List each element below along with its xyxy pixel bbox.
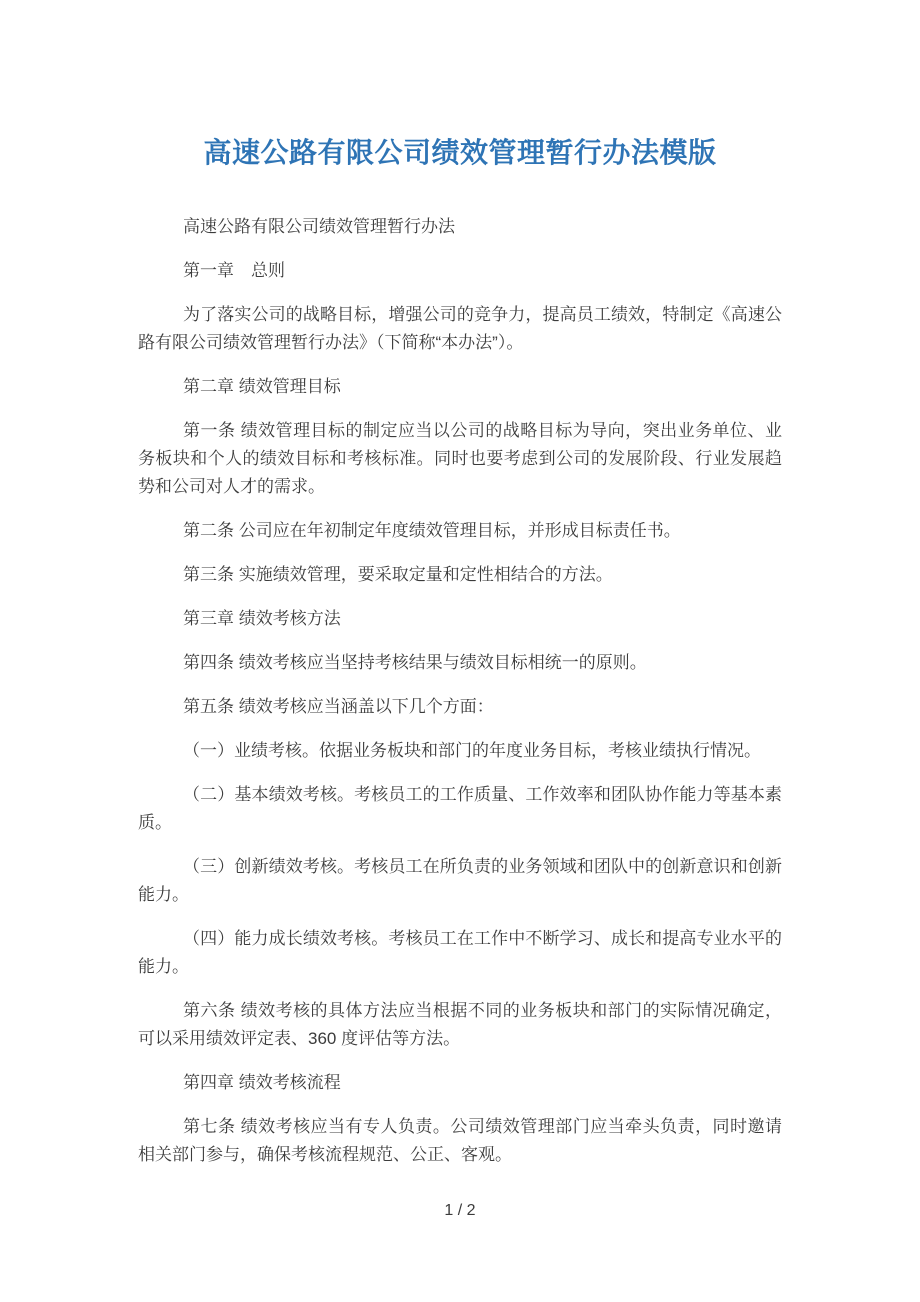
paragraph-article-3: 第三条 实施绩效管理，要采取定量和定性相结合的方法。 (183, 565, 613, 584)
page-footer (0, 1200, 920, 1222)
paragraph-article-7: 第七条 绩效考核应当有专人负责。公司绩效管理部门应当牵头负责，同时邀请相关部门参与，确保考核流程规范、公正、客观。 (138, 1117, 782, 1164)
document-body (138, 213, 782, 1169)
document-title: 高速公路有限公司绩效管理暂行办法模版 (203, 137, 717, 168)
paragraph-item-2: （二）基本绩效考核。考核员工的工作质量、工作效率和团队协作能力等基本素质。 (138, 785, 782, 832)
paragraph-article-2: 第二条 公司应在年初制定年度绩效管理目标，并形成目标责任书。 (183, 521, 681, 540)
paragraph-doc-subtitle: 高速公路有限公司绩效管理暂行办法 (183, 217, 455, 236)
page-number: 1 / 2 (444, 1202, 476, 1219)
paragraph-item-4: （四）能力成长绩效考核。考核员工在工作中不断学习、成长和提高专业水平的能力。 (138, 929, 782, 976)
paragraph-item-3: （三）创新绩效考核。考核员工在所负责的业务领域和团队中的创新意识和创新能力。 (138, 857, 782, 904)
paragraph-article-1: 第一条 绩效管理目标的制定应当以公司的战略目标为导向，突出业务单位、业务板块和个人的绩效目标和考核标准。同时也要考虑到公司的发展阶段、行业发展趋势和公司对人才的需求。 (138, 421, 782, 496)
paragraph-chapter-3: 第三章 绩效考核方法 (183, 609, 341, 628)
paragraph-article-4: 第四条 绩效考核应当坚持考核结果与绩效目标相统一的原则。 (183, 653, 647, 672)
paragraph-chapter-2: 第二章 绩效管理目标 (183, 377, 341, 396)
paragraph-chapter-1: 第一章 总则 (183, 261, 285, 280)
paragraph-item-1: （一）业绩考核。依据业务板块和部门的年度业务目标，考核业绩执行情况。 (183, 741, 761, 760)
paragraph-article-5: 第五条 绩效考核应当涵盖以下几个方面： (183, 697, 494, 716)
paragraph-preamble: 为了落实公司的战略目标，增强公司的竞争力，提高员工绩效，特制定《高速公路有限公司绩效管理暂行办法》（下简称“本办法”）。 (138, 305, 782, 352)
paragraph-chapter-4: 第四章 绩效考核流程 (183, 1073, 341, 1092)
paragraph-article-6: 第六条 绩效考核的具体方法应当根据不同的业务板块和部门的实际情况确定，可以采用绩效评定表、360 度评估等方法。 (138, 1001, 782, 1048)
